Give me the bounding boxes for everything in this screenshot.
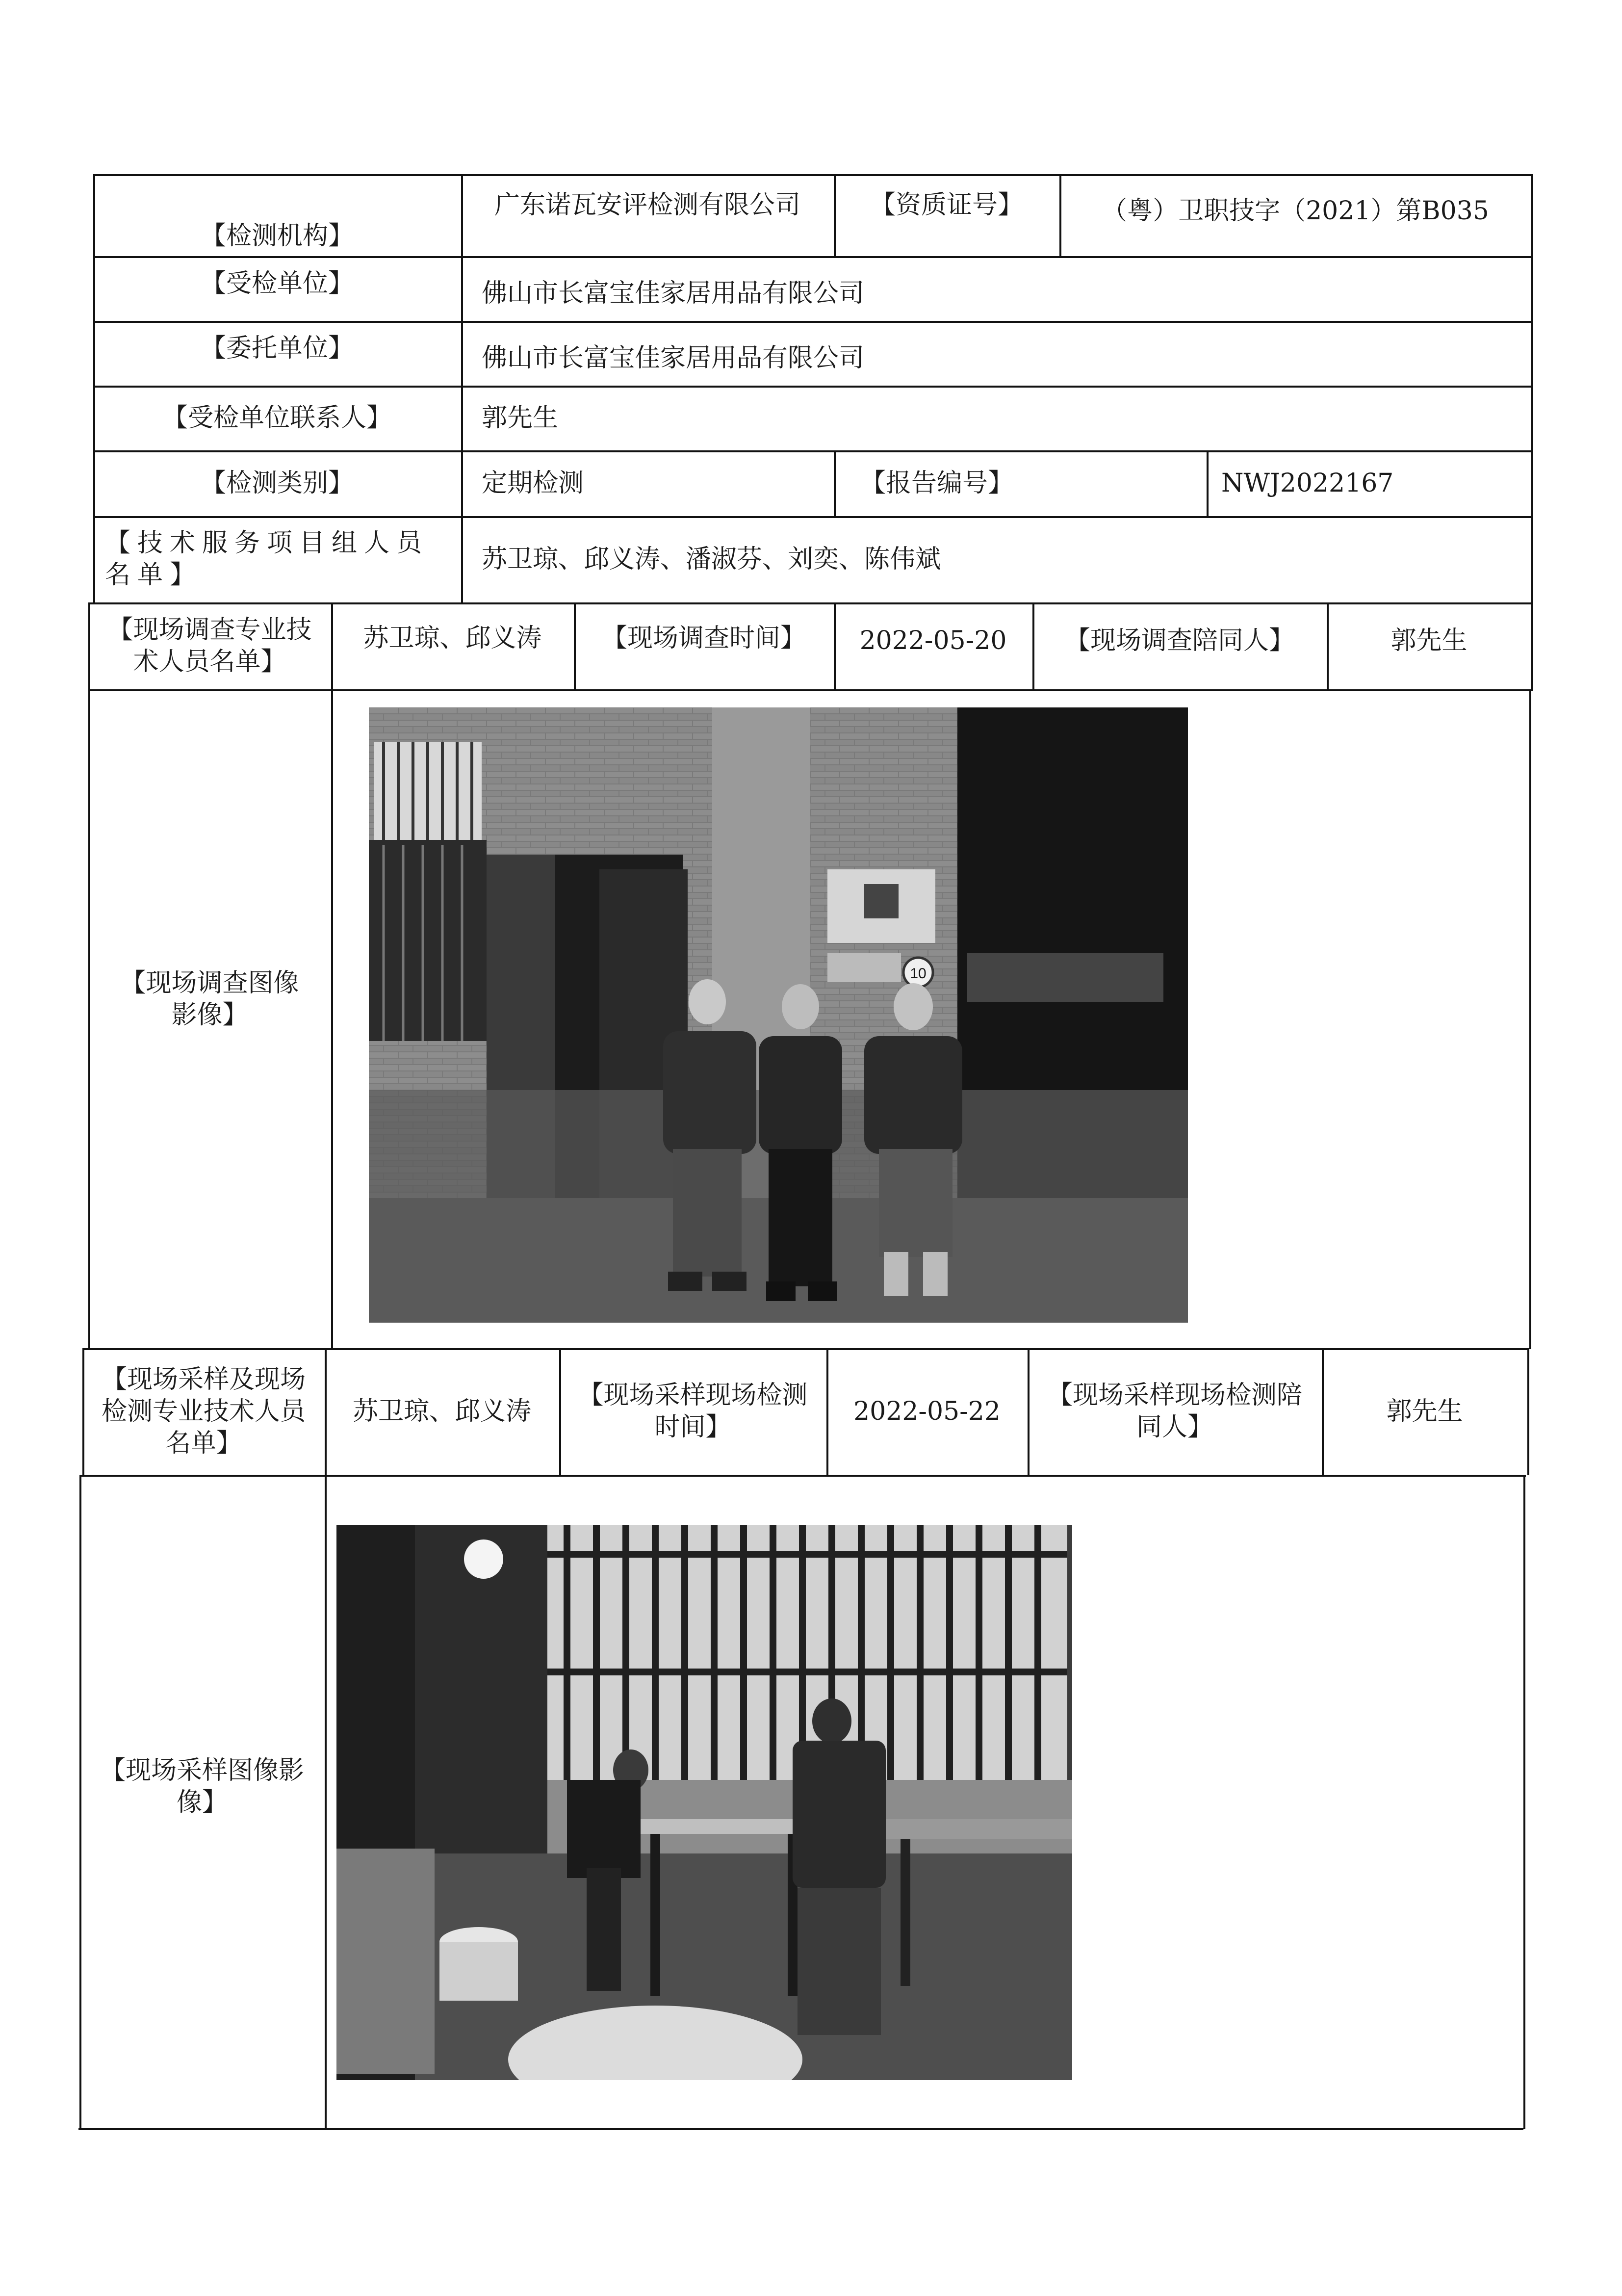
sampling-companion-label: 【现场采样现场检测陪同人】 <box>1047 1381 1303 1442</box>
entrusting-value: 佛山市长富宝佳家居用品有限公司 <box>482 343 865 373</box>
category-value: 定期检测 <box>482 468 584 498</box>
survey-companion-value: 郭先生 <box>1390 626 1468 655</box>
survey-photo <box>369 707 1188 1323</box>
report-value: NWJ2022167 <box>1221 468 1394 498</box>
cert-label: 【资质证号】 <box>870 190 1023 220</box>
sampling-staff-value: 苏卫琼、邱义涛 <box>352 1396 531 1426</box>
survey-time-label: 【现场调查时间】 <box>601 624 806 653</box>
institution-label: 【检测机构】 <box>200 221 354 251</box>
team-value: 苏卫琼、邱义涛、潘淑芬、刘奕、陈伟斌 <box>482 544 941 574</box>
survey-staff-label: 【现场调查专业技术人员名单】 <box>107 615 312 677</box>
contact-value: 郭先生 <box>482 403 559 433</box>
institution-value: 广东诺瓦安评检测有限公司 <box>494 190 800 220</box>
inspected-label: 【受检单位】 <box>200 268 354 298</box>
sampling-time-value: 2022-05-22 <box>853 1396 1001 1426</box>
contact-label: 【受检单位联系人】 <box>162 403 392 433</box>
sampling-staff-label: 【现场采样及现场检测专业技术人员名单】 <box>101 1364 306 1458</box>
sampling-image-label: 【现场采样图像影像】 <box>100 1756 304 1817</box>
sampling-time-label: 【现场采样现场检测时间】 <box>578 1381 808 1442</box>
sampling-photo <box>336 1525 1072 2080</box>
sampling-companion-value: 郭先生 <box>1386 1396 1463 1426</box>
survey-time-value: 2022-05-20 <box>859 626 1007 655</box>
report-label: 【报告编号】 <box>860 468 1013 498</box>
team-label: 【技术服务项目组人员名单】 <box>105 528 429 590</box>
survey-companion-label: 【现场调查陪同人】 <box>1064 626 1294 655</box>
inspected-value: 佛山市长富宝佳家居用品有限公司 <box>482 278 865 308</box>
survey-image-label: 【现场调查图像影像】 <box>120 968 299 1030</box>
cert-value: （粤）卫职技字（2021）第B035 <box>1102 196 1489 226</box>
survey-staff-value: 苏卫琼、邱义涛 <box>363 624 542 653</box>
speed-limit-sign: 10 <box>910 965 927 982</box>
category-label: 【检测类别】 <box>200 468 354 498</box>
entrusting-label: 【委托单位】 <box>200 333 354 363</box>
